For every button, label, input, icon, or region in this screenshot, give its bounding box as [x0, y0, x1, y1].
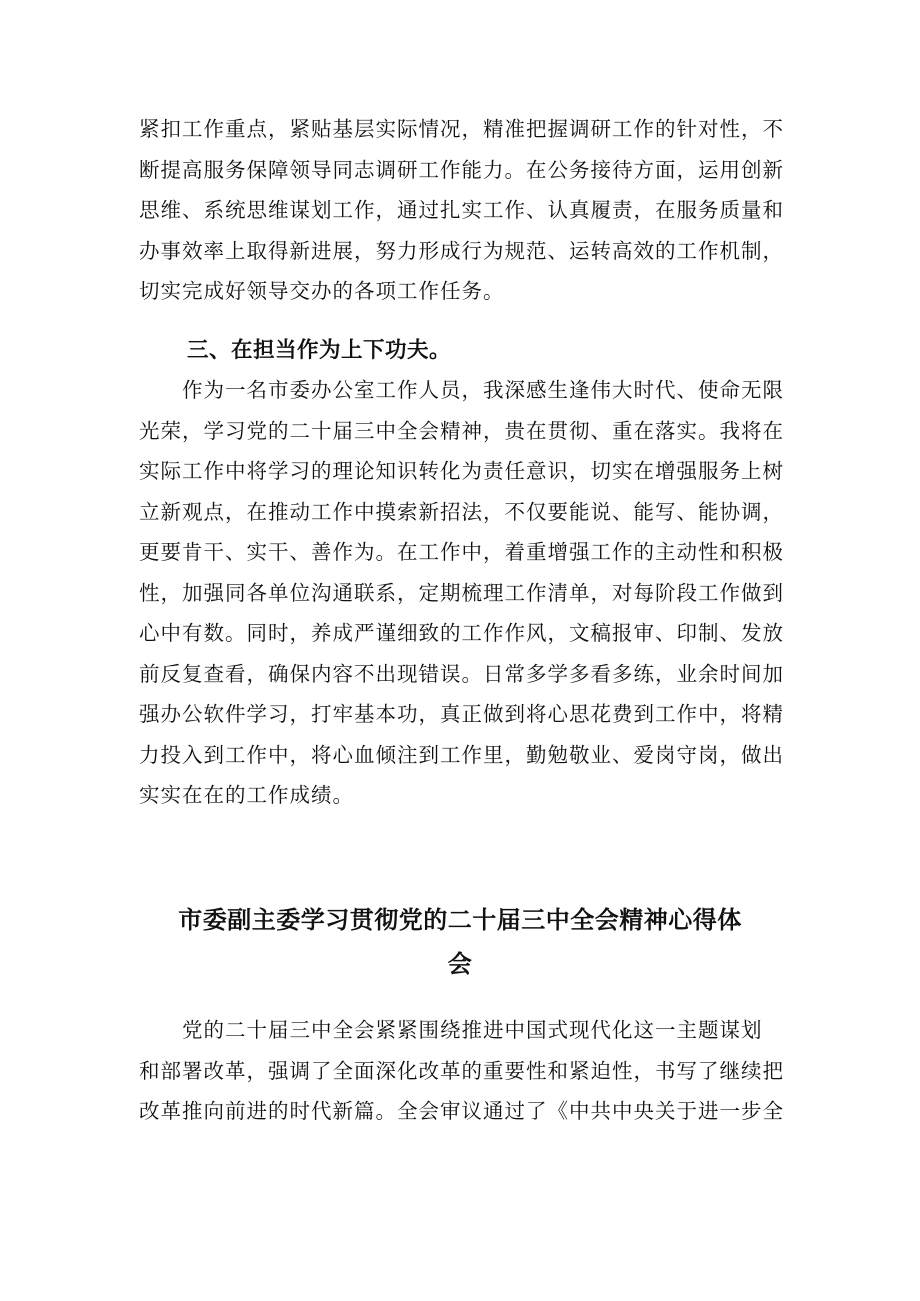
text-line: 心中有数。同时，养成严谨细致的工作作风，文稿报审、印制、发放: [139, 621, 784, 645]
text-line: 和部署改革，强调了全面深化改革的重要性和紧迫性，书写了继续把: [139, 1058, 784, 1083]
text-line: 实际工作中将学习的理论知识转化为责任意识，切实在增强服务上树: [139, 459, 784, 483]
text-line: 性，加强同各单位沟通联系，定期梳理工作清单，对每阶段工作做到: [139, 580, 784, 605]
text-line: 更要肯干、实干、善作为。在工作中，着重增强工作的主动性和积极: [139, 540, 784, 564]
text-line: 作为一名市委办公室工作人员，我深感生逢伟大时代、使命无限: [139, 378, 784, 402]
title-line: 市委副主委学习贯彻党的二十届三中全会精神心得体: [178, 906, 742, 934]
title-line: 会: [447, 950, 473, 978]
continued-paragraph: [139, 109, 789, 312]
text-line: 立新观点，在推动工作中摸索新招法，不仅要能说、能写、能协调，: [139, 499, 784, 524]
text-line: 切实完成好领导交办的各项工作任务。: [139, 279, 505, 303]
text-line: 党的二十届三中全会紧紧围绕推进中国式现代化这一主题谋划: [139, 1018, 763, 1042]
text-line: 思维、系统思维谋划工作，通过扎实工作、认真履责，在服务质量和: [139, 198, 784, 222]
text-line: 办事效率上取得新进展，努力形成行为规范、运转高效的工作机制，: [139, 238, 784, 263]
text-line: 光荣，学习党的二十届三中全会精神，贵在贯彻、重在落实。我将在: [139, 418, 784, 443]
article-paragraph: [139, 1010, 789, 1132]
text-line: 断提高服务保障领导同志调研工作能力。在公务接待方面，运用创新: [139, 157, 784, 182]
text-line: 实实在在的工作成绩。: [139, 783, 354, 807]
section-heading: 三、在担当作为上下功夫。: [187, 338, 452, 363]
text-line: 紧扣工作重点，紧贴基层实际情况，精准把握调研工作的针对性，不: [139, 117, 784, 141]
text-line: 力投入到工作中，将心血倾注到工作里，勤勉敬业、爱岗守岗，做出: [139, 742, 784, 767]
article-title: [140, 898, 780, 986]
text-line: 强办公软件学习，打牢基本功，真正做到将心思花费到工作中，将精: [139, 702, 784, 726]
text-line: 前反复查看，确保内容不出现错误。日常多学多看多练，业余时间加: [139, 661, 784, 686]
section-three-paragraph: [139, 370, 789, 816]
text-line: 改革推向前进的时代新篇。全会审议通过了《中共中央关于进一步全: [139, 1099, 784, 1123]
